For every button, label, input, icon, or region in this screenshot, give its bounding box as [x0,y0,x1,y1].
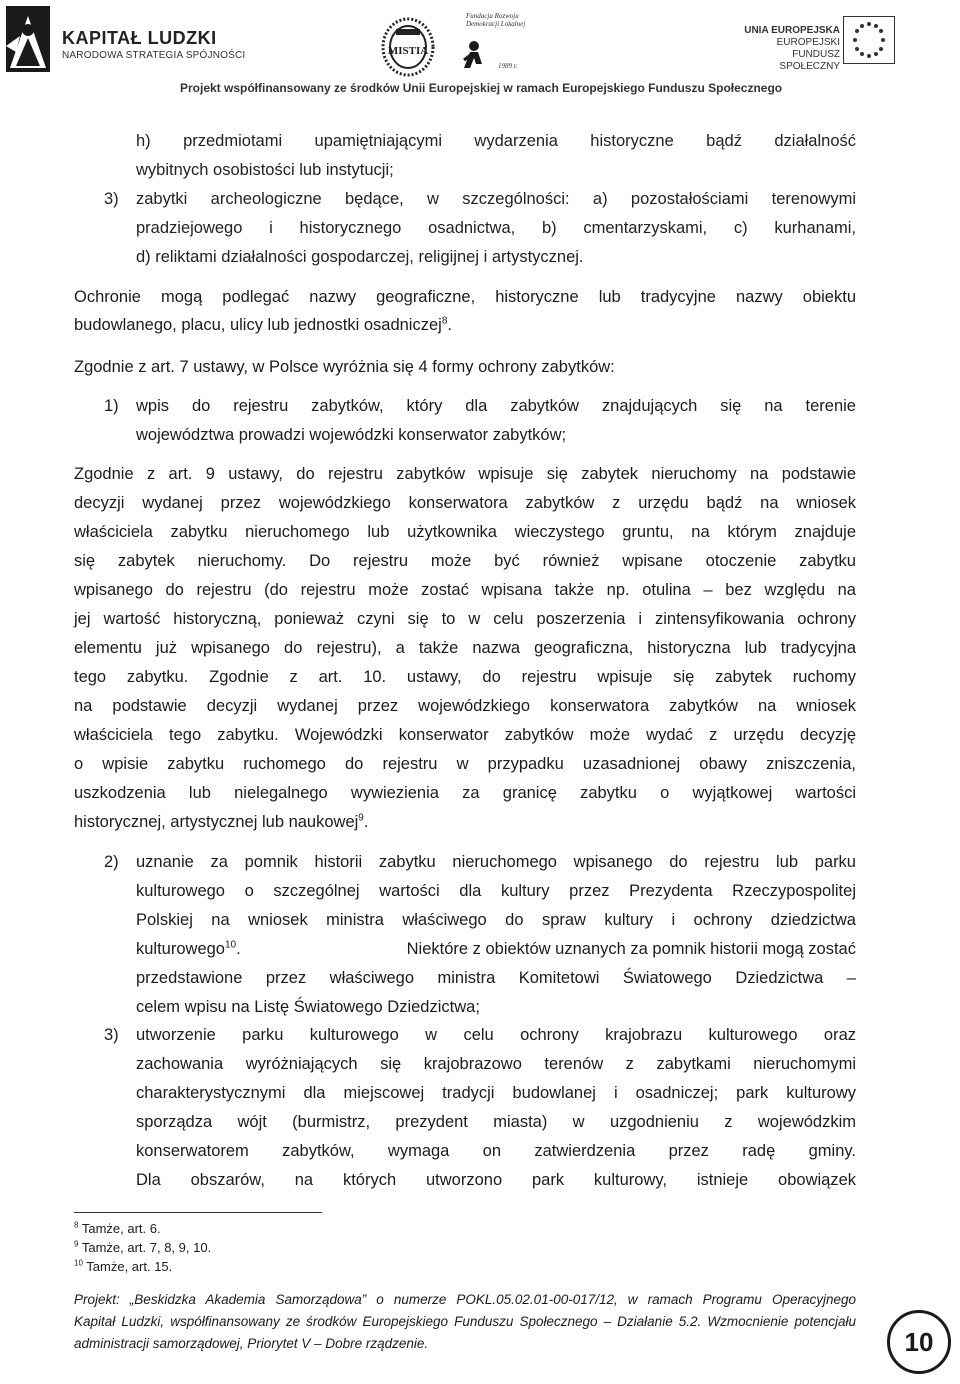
text-line: charakterystycznymi dla miejscowej tradycji budowlanej i osadniczej; park kulturowy [136,1084,856,1102]
footnote-ref: 10 [224,939,237,951]
mistia-logo-icon [380,16,436,78]
text-line: h) przedmiotami upamiętniającymi wydarzenia historyczne bądź działalność [136,132,856,150]
text-line: się zabytek nieruchomy. Do rejestru może być również wpisane otoczenie zabytku [74,552,856,570]
project-info-line: Projekt: „Beskidzka Akademia Samorządowa” o numerze POKL.05.02.01-00-017/12, w ramach Programu Operacyjnego [74,1292,856,1307]
footnote-ref: 8 [441,315,448,327]
text-line: budowlanego, placu, ulicy lub jednostki osadniczej$^8$. [74,315,452,334]
text-line: kulturowego o szczególnej wartości dla kultury przez Prezydenta Rzeczypospolitej [136,882,856,900]
text-line: pradziejowego i historycznego osadnictwa, b) cmentarzyskami, c) kurhanami, [136,219,856,237]
text-line: przedstawione przez właściwego ministra Komitetowi Światowego Dziedzictwa – [136,969,856,987]
list-marker: 3) [104,1026,119,1044]
text-line: właściciela tego zabytku. Wojewódzki konserwator zabytków może wydać z urzędu decyzję [74,726,856,744]
text-line: wpisanego do rejestru (do rejestru może zostać wpisana także np. otulina – bez względu na [74,581,856,599]
ue-label: UNIA EUROPEJSKA EUROPEJSKI FUNDUSZ SPOŁECZNY [744,25,840,72]
frdl-year: 1989 r. [498,62,518,70]
text-line: Dla obszarów, na których utworzono park kulturowy, istnieje obowiązek [136,1171,856,1189]
footnote-separator [74,1212,322,1213]
text-line: kulturowego$^{10}$. Niektóre z obiektów uznanych za pomnik historii mogą zostać [136,939,856,958]
text-line: uznanie za pomnik historii zabytku nieruchomego wpisanego do rejestru lub parku [136,853,856,871]
list-marker: 3) [104,190,119,208]
frdl-name: Fundacja Rozwoju Demokracji Lokalnej [466,12,526,28]
text-line: o wpisie zabytku ruchomego do rejestru w przypadku uzasadnionej obawy zniszczenia, [74,755,856,773]
project-info-line: Kapitał Ludzki, współfinansowany ze środków Europejskiego Funduszu Społecznego – Działanie 5.2. Wzmocnienie potencjału [74,1314,856,1329]
text-line: d) reliktami działalności gospodarczej, religijnej i artystycznej. [136,248,584,266]
text-line: właściciela zabytku nieruchomego lub użytkownika wieczystego gruntu, na którym znajduje [74,523,856,541]
footnote: $^8$ Tamże, art. 6. [74,1220,161,1236]
text-line: zachowania wyróżniających się krajobrazowo terenów z zabytkami nieruchomymi [136,1055,856,1073]
text-line: decyzji wydanej przez wojewódzkiego konserwatora zabytków z urzędu bądź na wniosek [74,494,856,512]
text-line: historycznej, artystycznej lub naukowej$^9$. [74,812,369,831]
text-line: konserwatorem zabytków, wymaga on zatwierdzenia przez radę gminy. [136,1142,856,1160]
text-line: wybitnych osobistości lub instytucji; [136,161,394,179]
project-info-line: administracji samorządowej, Priorytet V – Dobre rządzenie. [74,1336,429,1351]
text-line: tego zabytku. Zgodnie z art. 10. ustawy, do rejestru wpisuje się zabytek ruchomy [74,668,856,686]
text-line: uszkodzenia lub nielegalnego wywiezienia za granicę zabytku o wyjątkowej wartości [74,784,856,802]
eu-flag-icon [843,16,895,64]
text-line: Zgodnie z art. 9 ustawy, do rejestru zabytków wpisuje się zabytek nieruchomy na podstawie [74,465,856,483]
footnote: $^{10}$ Tamże, art. 15. [74,1258,173,1274]
kapital-ludzki-title: KAPITAŁ LUDZKI [62,28,217,48]
mistia-label: MISTIA [387,45,429,57]
text-line: zabytki archeologiczne będące, w szczególności: a) pozostałościami terenowymi [136,190,856,208]
kapital-ludzki-logo-icon [6,6,50,72]
page-number: 10 [887,1310,951,1374]
footnote: $^9$ Tamże, art. 7, 8, 9, 10. [74,1239,212,1255]
text-line: na podstawie decyzji wydanej przez wojewódzkiego konserwatora zabytków na wniosek [74,697,856,715]
text-line: elementu już wpisanego do rejestru), a także nazwa geograficzna, historyczna lub tradycyjna [74,639,856,657]
page-header [0,0,960,100]
text-line: wpis do rejestru zabytków, który dla zabytków znajdujących się na terenie [136,397,856,415]
text-line: sporządza wójt (burmistrz, prezydent miasta) w uzgodnieniu z wojewódzkim [136,1113,856,1131]
cofinancing-line: Projekt współfinansowany ze środków Unii Europejskiej w ramach Europejskiego Funduszu Społecznego [180,81,783,95]
text-line: województwa prowadzi wojewódzki konserwator zabytków; [136,426,567,444]
kapital-ludzki-subtitle: NARODOWA STRATEGIA SPÓJNOŚCI [62,50,246,61]
text-line: jej wartość historyczną, ponieważ czyni się to w celu poszerzenia i zintensyfikowania ochrony [74,610,856,628]
text-line: Zgodnie z art. 7 ustawy, w Polsce wyróżnia się 4 formy ochrony zabytków: [74,358,615,376]
text-line: Ochronie mogą podlegać nazwy geograficzne, historyczne lub tradycyjne nazwy obiektu [74,288,856,306]
list-marker: 1) [104,397,119,415]
footnote-ref: 9 [358,812,364,824]
text-line: Polskiej na wniosek ministra właściwego do spraw kultury i ochrony dziedzictwa [136,911,856,929]
text-line: utworzenie parku kulturowego w celu ochrony krajobrazu kulturowego oraz [136,1026,856,1044]
text-line: celem wpisu na Listę Światowego Dziedzictwa; [136,998,480,1016]
list-marker: 2) [104,853,119,871]
